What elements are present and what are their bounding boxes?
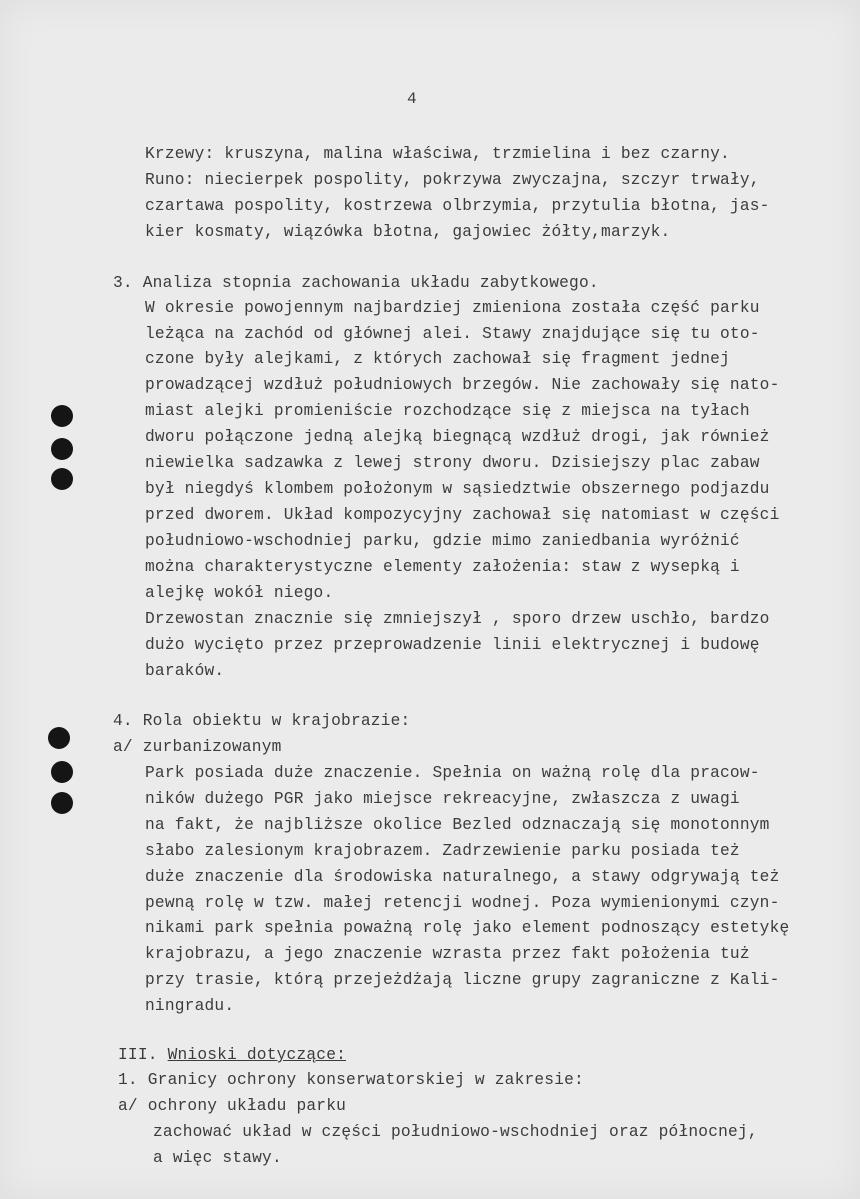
text-line: leżąca na zachód od głównej alei. Stawy znajdujące się tu oto- <box>145 325 760 343</box>
punch-hole-icon <box>51 438 73 460</box>
text-line: był niegdyś klombem położonym w sąsiedztwie obszernego podjazdu <box>145 480 770 498</box>
text-line: baraków. <box>145 662 225 680</box>
punch-hole-icon <box>48 727 70 749</box>
text-line: zachować układ w części południowo-wschodniej oraz północnej, <box>153 1123 758 1141</box>
text-line: niewielka sadzawka z lewej strony dworu. Dzisiejszy plac zabaw <box>145 454 760 472</box>
text-line: Krzewy: kruszyna, malina właściwa, trzmielina i bez czarny. <box>145 145 730 163</box>
text-line: na fakt, że najbliższe okolice Bezled odznaczają się monotonnym <box>145 816 770 834</box>
text-line: W okresie powojennym najbardziej zmieniona została część parku <box>145 299 760 317</box>
text-line: ników dużego PGR jako miejsce rekreacyjne, zwłaszcza z uwagi <box>145 790 740 808</box>
text-line: kier kosmaty, wiązówka błotna, gajowiec żółty,marzyk. <box>145 223 671 241</box>
section-heading: 4. Rola obiektu w krajobrazie: <box>113 712 411 730</box>
subsection-heading: a/ ochrony układu parku <box>118 1097 347 1115</box>
page-number: 4 <box>407 90 417 108</box>
chapter-number: III. <box>118 1046 168 1064</box>
text-line: dużo wycięto przez przeprowadzenie linii elektrycznej i budowę <box>145 636 760 654</box>
text-line: krajobrazu, a jego znaczenie wzrasta przez fakt położenia tuż <box>145 945 750 963</box>
text-line: Park posiada duże znaczenie. Spełnia on ważną rolę dla pracow- <box>145 764 760 782</box>
text-line: Runo: niecierpek pospolity, pokrzywa zwyczajna, szczyr trwały, <box>145 171 760 189</box>
text-line: miast alejki promieniście rozchodzące się z miejsca na tyłach <box>145 402 750 420</box>
text-line: pewną rolę w tzw. małej retencji wodnej. Poza wymienionymi czyn- <box>145 894 780 912</box>
text-line: duże znaczenie dla środowiska naturalnego, a stawy odgrywają też <box>145 868 780 886</box>
punch-hole-icon <box>51 792 73 814</box>
text-line: ningradu. <box>145 997 235 1015</box>
chapter-heading <box>118 1044 346 1066</box>
text-line: Drzewostan znacznie się zmniejszył , sporo drzew uschło, bardzo <box>145 610 770 628</box>
text-line: prowadzącej wzdłuż południowych brzegów. Nie zachowały się nato- <box>145 376 780 394</box>
text-line: przy trasie, którą przejeżdżają liczne grupy zagraniczne z Kali- <box>145 971 780 989</box>
text-line: czone były alejkami, z których zachował się fragment jednej <box>145 350 730 368</box>
text-line: czartawa pospolity, kostrzewa olbrzymia, przytulia błotna, jas- <box>145 197 770 215</box>
subsection-heading: a/ zurbanizowanym <box>113 738 282 756</box>
section-heading: 1. Granicy ochrony konserwatorskiej w zakresie: <box>118 1071 584 1089</box>
text-line: dworu połączone jedną alejką biegnącą wzdłuż drogi, jak również <box>145 428 770 446</box>
punch-hole-icon <box>51 468 73 490</box>
text-line: alejkę wokół niego. <box>145 584 334 602</box>
text-line: nikami park spełnia poważną rolę jako element podnoszący estetykę <box>145 919 790 937</box>
text-line: południowo-wschodniej parku, gdzie mimo zaniedbania wyróżnić <box>145 532 740 550</box>
text-line: słabo zalesionym krajobrazem. Zadrzewienie parku posiada też <box>145 842 740 860</box>
punch-hole-icon <box>51 405 73 427</box>
punch-hole-icon <box>51 761 73 783</box>
text-line: a więc stawy. <box>153 1149 282 1167</box>
section-heading: 3. Analiza stopnia zachowania układu zabytkowego. <box>113 274 599 292</box>
chapter-title: Wnioski dotyczące: <box>167 1046 347 1064</box>
text-line: można charakterystyczne elementy założenia: staw z wysepką i <box>145 558 740 576</box>
text-line: przed dworem. Układ kompozycyjny zachował się natomiast w części <box>145 506 780 524</box>
